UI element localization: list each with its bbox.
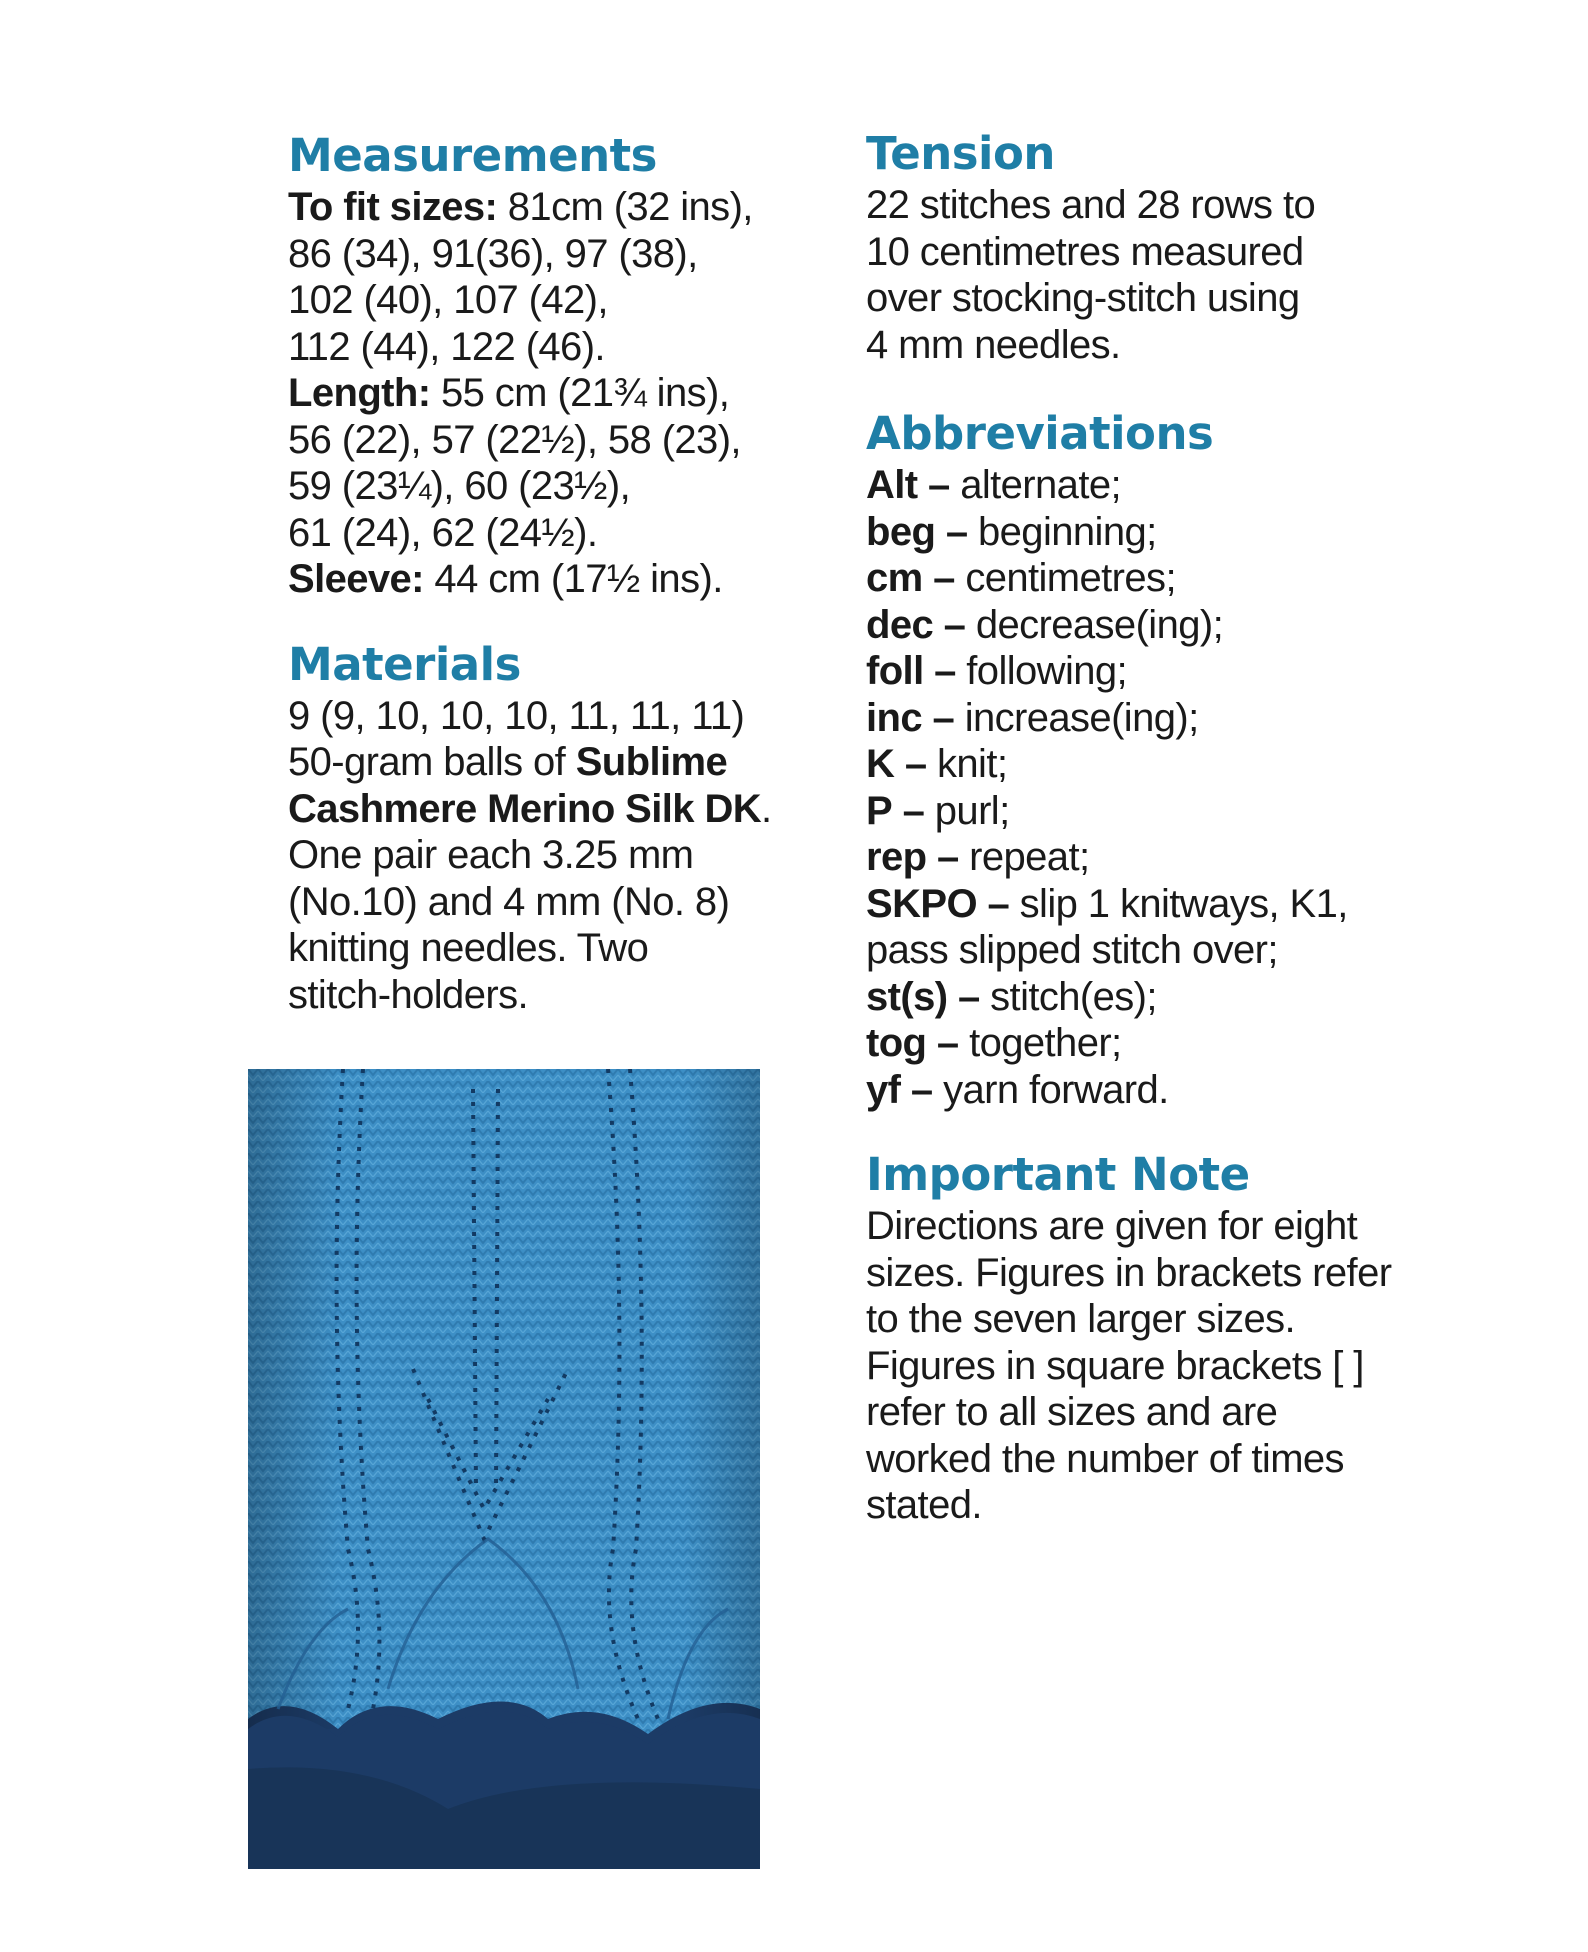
abbreviation-meaning: beginning;	[978, 509, 1157, 554]
abbreviation-dash: –	[933, 556, 955, 600]
abbreviation-row	[866, 834, 1426, 881]
note-line: refer to all sizes and are	[866, 1390, 1278, 1434]
materials-line-1: 9 (9, 10, 10, 10, 11, 11, 11)	[288, 693, 745, 738]
abbreviation-meaning: yarn forward.	[943, 1067, 1169, 1112]
important-note-heading: Important Note	[866, 1148, 1250, 1201]
abbreviation-dash: –	[934, 649, 956, 693]
materials-text	[288, 693, 808, 1019]
note-line: worked the number of times	[866, 1436, 1344, 1481]
materials-line-3: Cashmere Merino Silk DK.	[288, 786, 772, 831]
abbreviation-row	[866, 1020, 1426, 1067]
materials-line-4: One pair each 3.25 mm	[288, 833, 694, 877]
measurements-heading: Measurements	[288, 129, 657, 182]
abbreviation-term: dec	[866, 602, 934, 647]
materials-line-2: 50-gram balls of Sublime	[288, 740, 728, 784]
abbreviation-term: cm	[866, 556, 923, 600]
note-line: sizes. Figures in brackets refer	[866, 1250, 1392, 1295]
abbreviation-row	[866, 555, 1426, 602]
measurements-text	[288, 184, 808, 603]
abbreviation-row	[866, 741, 1426, 788]
tension-text	[866, 182, 1426, 368]
abbreviation-row	[866, 509, 1426, 556]
sizes-label: To fit sizes:	[288, 185, 498, 229]
sizes-line-4: 112 (44), 122 (46).	[288, 324, 605, 369]
abbreviation-dash: –	[943, 602, 966, 647]
sizes-line-2: 86 (34), 91(36), 97 (38),	[288, 231, 698, 276]
length-line-4: 61 (24), 62 (24½).	[288, 510, 598, 555]
abbreviation-meaning: knit;	[936, 742, 1008, 786]
materials-line-5: (No.10) and 4 mm (No. 8)	[288, 879, 730, 924]
length-line-2: 56 (22), 57 (22½), 58 (23),	[288, 417, 741, 462]
abbreviation-meaning: increase(ing);	[964, 695, 1199, 740]
abbreviation-meaning: pass slipped stitch over;	[866, 928, 1278, 972]
abbreviation-row	[866, 881, 1426, 928]
tension-line: over stocking-stitch using	[866, 276, 1300, 320]
abbreviation-row	[866, 974, 1426, 1021]
abbreviation-term: Alt	[866, 463, 918, 507]
abbreviation-meaning: decrease(ing);	[975, 602, 1224, 647]
abbreviation-term: st(s)	[866, 974, 948, 1019]
abbreviation-dash: –	[904, 742, 927, 786]
abbreviation-meaning: following;	[966, 649, 1128, 693]
abbreviation-term: inc	[866, 695, 922, 740]
abbreviation-meaning: centimetres;	[965, 556, 1176, 600]
left-column	[288, 128, 808, 1018]
note-line: Directions are given for eight	[866, 1204, 1358, 1248]
abbreviation-dash: –	[902, 788, 925, 833]
abbreviation-row	[866, 788, 1426, 835]
abbreviation-meaning: alternate;	[960, 463, 1121, 507]
materials-line-7: stitch-holders.	[288, 972, 528, 1017]
abbreviation-dash: –	[945, 509, 968, 554]
abbreviation-meaning: slip 1 knitways, K1,	[1019, 881, 1348, 926]
abbreviation-dash: –	[957, 974, 980, 1019]
length-label: Length:	[288, 371, 431, 415]
materials-line-6: knitting needles. Two	[288, 926, 649, 970]
sizes-line-3: 102 (40), 107 (42),	[288, 278, 608, 322]
note-line: stated.	[866, 1483, 982, 1527]
abbreviation-meaning: together;	[969, 1021, 1122, 1065]
abbreviations-heading: Abbreviations	[866, 407, 1214, 460]
yarn-name-part1: Sublime	[575, 740, 728, 784]
abbreviation-dash: –	[936, 1021, 959, 1065]
materials-heading: Materials	[288, 637, 521, 691]
sleeve-label: Sleeve:	[288, 557, 424, 601]
abbreviations-list	[866, 462, 1426, 1113]
abbreviation-dash: –	[932, 695, 955, 740]
tension-line: 10 centimetres measured	[866, 229, 1304, 274]
tension-line: 4 mm needles.	[866, 322, 1121, 367]
yarn-name-part2: Cashmere Merino Silk DK	[288, 786, 762, 831]
note-line: to the seven larger sizes.	[866, 1297, 1296, 1341]
sizes-line-1: To fit sizes: 81cm (32 ins),	[288, 185, 753, 229]
abbreviation-row	[866, 927, 1426, 974]
abbreviation-row	[866, 1067, 1426, 1114]
abbreviation-meaning: repeat;	[969, 835, 1090, 879]
knitting-sample-photo	[248, 1069, 760, 1869]
abbreviation-term: K	[866, 742, 895, 786]
abbreviation-row	[866, 602, 1426, 649]
abbreviation-row	[866, 695, 1426, 742]
abbreviation-row	[866, 462, 1426, 509]
tension-line: 22 stitches and 28 rows to	[866, 183, 1316, 227]
right-column	[866, 126, 1426, 1529]
abbreviation-term: P	[866, 788, 893, 833]
important-note-text	[866, 1203, 1426, 1529]
length-line-1: Length: 55 cm (21¾ ins),	[288, 371, 730, 415]
abbreviation-dash: –	[910, 1067, 933, 1112]
abbreviation-term: tog	[866, 1021, 927, 1065]
sleeve-line: Sleeve: 44 cm (17½ ins).	[288, 557, 723, 601]
abbreviation-term: rep	[866, 835, 927, 879]
tension-heading: Tension	[866, 127, 1055, 180]
abbreviation-term: yf	[866, 1067, 901, 1112]
abbreviation-term: foll	[866, 649, 924, 693]
abbreviation-term: SKPO	[866, 881, 977, 926]
note-line: Figures in square brackets [ ]	[866, 1343, 1364, 1388]
abbreviation-dash: –	[928, 463, 950, 507]
abbreviation-meaning: purl;	[934, 788, 1010, 833]
abbreviation-row	[866, 648, 1426, 695]
abbreviation-term: beg	[866, 509, 936, 554]
abbreviation-meaning: stitch(es);	[990, 974, 1157, 1019]
abbreviation-dash: –	[987, 881, 1010, 926]
abbreviation-dash: –	[936, 835, 959, 879]
knitting-lace-illustration	[248, 1069, 760, 1869]
length-line-3: 59 (23¼), 60 (23½),	[288, 464, 631, 508]
